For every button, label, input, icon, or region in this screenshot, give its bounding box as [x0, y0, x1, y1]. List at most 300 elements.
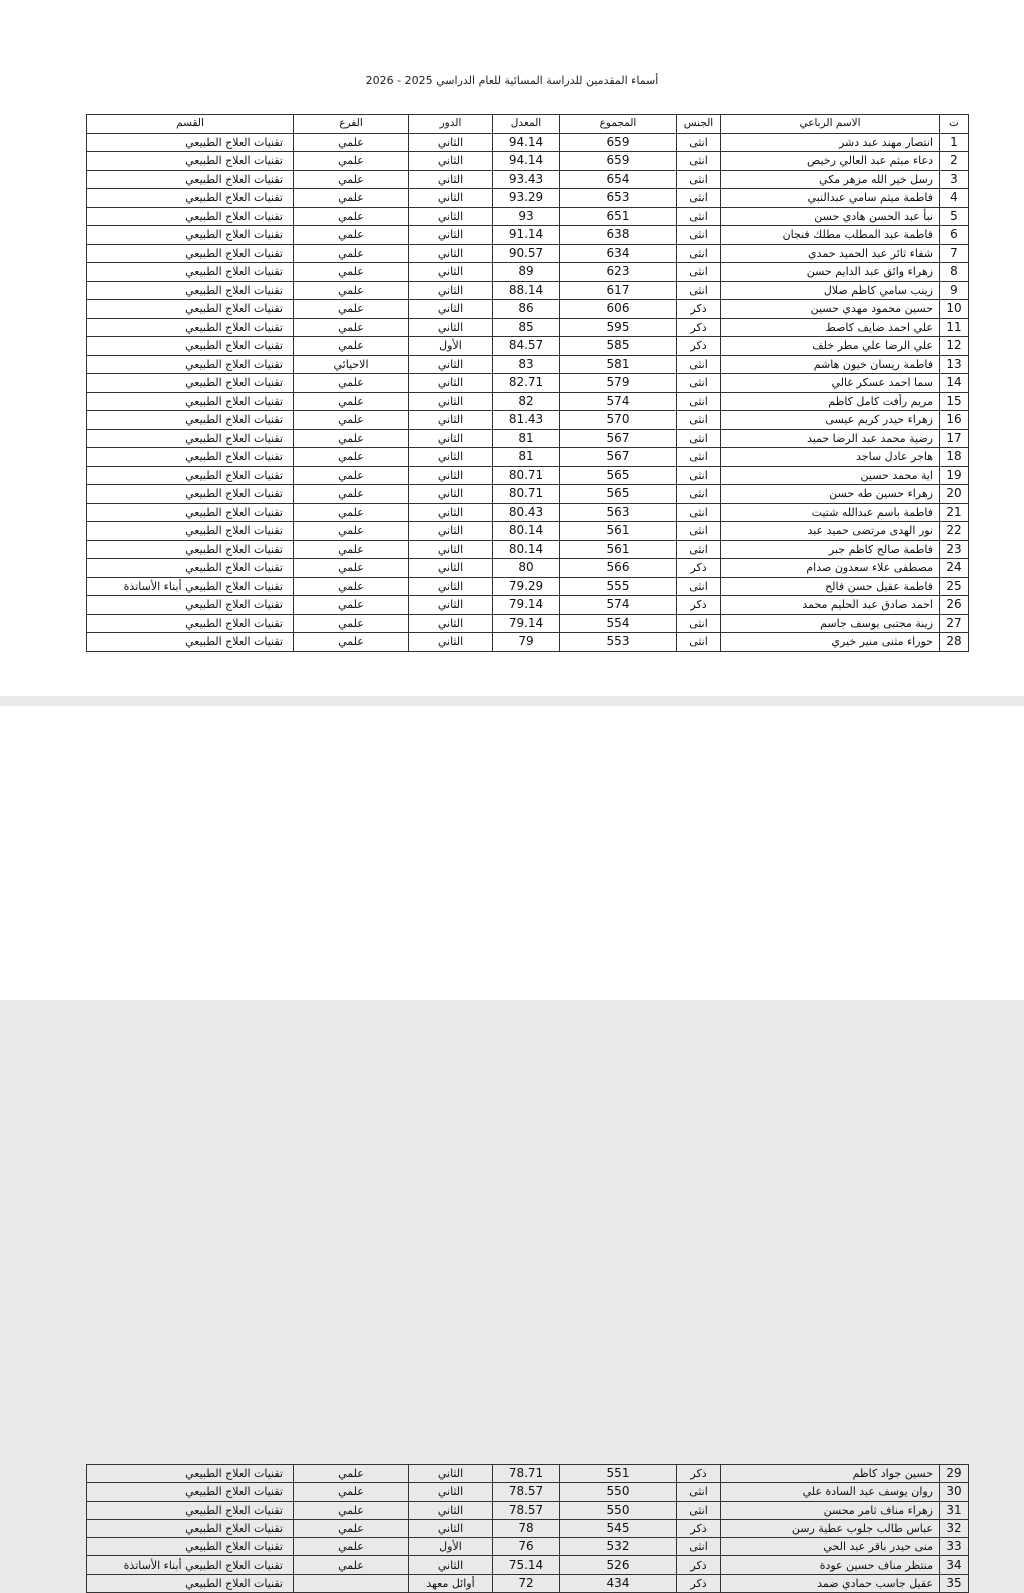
cell-full-name: زهراء حسين طه حسن: [721, 485, 940, 504]
cell-average: 90.57: [493, 244, 560, 263]
cell-average: 83: [493, 355, 560, 374]
cell-full-name: عقيل جاسب حمادي ضمد: [721, 1574, 940, 1592]
cell-exam-round: الثاني: [409, 207, 493, 226]
cell-full-name: فاطمة ريسان خيون هاشم: [721, 355, 940, 374]
cell-exam-round: الثاني: [409, 244, 493, 263]
cell-total-score: 567: [560, 448, 677, 467]
cell-total-score: 570: [560, 411, 677, 430]
cell-full-name: فاطمة باسم عبدالله شتيت: [721, 503, 940, 522]
cell-total-score: 565: [560, 466, 677, 485]
cell-row-number: 14: [940, 374, 969, 393]
table-row: [87, 577, 969, 596]
cell-gender: انثى: [677, 577, 721, 596]
cell-department: تقنيات العلاج الطبيعي: [87, 1501, 294, 1519]
cell-branch: علمي: [294, 300, 409, 319]
cell-total-score: 553: [560, 633, 677, 652]
cell-gender: ذكر: [677, 596, 721, 615]
cell-exam-round: الثاني: [409, 596, 493, 615]
cell-row-number: 18: [940, 448, 969, 467]
applicants-table-page-1: [86, 114, 969, 652]
cell-row-number: 22: [940, 522, 969, 541]
cell-exam-round: الثاني: [409, 633, 493, 652]
cell-gender: انثى: [677, 429, 721, 448]
cell-total-score: 434: [560, 1574, 677, 1592]
cell-full-name: دعاء ميثم عبد العالي رخيص: [721, 152, 940, 171]
cell-branch: علمي: [294, 485, 409, 504]
cell-total-score: 579: [560, 374, 677, 393]
cell-average: 94.14: [493, 152, 560, 171]
cell-total-score: 550: [560, 1501, 677, 1519]
cell-full-name: علي الرضا علي مطر خلف: [721, 337, 940, 356]
cell-gender: ذكر: [677, 559, 721, 578]
cell-total-score: 623: [560, 263, 677, 282]
cell-branch: علمي: [294, 189, 409, 208]
cell-gender: انثى: [677, 466, 721, 485]
table-row: [87, 355, 969, 374]
cell-gender: انثى: [677, 189, 721, 208]
cell-gender: انثى: [677, 207, 721, 226]
cell-total-score: 581: [560, 355, 677, 374]
cell-exam-round: الثاني: [409, 411, 493, 430]
cell-department: تقنيات العلاج الطبيعي: [87, 559, 294, 578]
cell-department: تقنيات العلاج الطبيعي: [87, 1519, 294, 1537]
cell-gender: انثى: [677, 170, 721, 189]
cell-branch: علمي: [294, 318, 409, 337]
cell-exam-round: الثاني: [409, 614, 493, 633]
cell-row-number: 17: [940, 429, 969, 448]
table-row: [87, 189, 969, 208]
cell-row-number: 21: [940, 503, 969, 522]
cell-total-score: 567: [560, 429, 677, 448]
cell-row-number: 35: [940, 1574, 969, 1592]
table-row: [87, 522, 969, 541]
cell-exam-round: الثاني: [409, 1556, 493, 1574]
cell-full-name: زهراء حيدر كريم عيسى: [721, 411, 940, 430]
cell-full-name: سما احمد عسكر غالي: [721, 374, 940, 393]
cell-department: تقنيات العلاج الطبيعي: [87, 614, 294, 633]
cell-total-score: 563: [560, 503, 677, 522]
cell-full-name: نور الهدى مرتضى حميد عبد: [721, 522, 940, 541]
cell-full-name: زهراء مناف ثامر محسن: [721, 1501, 940, 1519]
cell-exam-round: الثاني: [409, 170, 493, 189]
cell-row-number: 32: [940, 1519, 969, 1537]
table-row: [87, 226, 969, 245]
cell-department: تقنيات العلاج الطبيعي: [87, 281, 294, 300]
header-branch: الفرع: [294, 115, 409, 134]
cell-gender: انثى: [677, 540, 721, 559]
cell-row-number: 1: [940, 133, 969, 152]
cell-department: تقنيات العلاج الطبيعي: [87, 226, 294, 245]
cell-exam-round: الثاني: [409, 355, 493, 374]
cell-branch: علمي: [294, 503, 409, 522]
cell-department: تقنيات العلاج الطبيعي: [87, 355, 294, 374]
table-row: [87, 318, 969, 337]
document-page-2: [0, 706, 1024, 1590]
table-row: [87, 1556, 969, 1574]
table-row: [87, 133, 969, 152]
cell-total-score: 566: [560, 559, 677, 578]
cell-full-name: رضية محمد عبد الرضا حميد: [721, 429, 940, 448]
cell-department: تقنيات العلاج الطبيعي: [87, 263, 294, 282]
cell-exam-round: الثاني: [409, 281, 493, 300]
cell-full-name: زينة مجتبى يوسف جاسم: [721, 614, 940, 633]
cell-row-number: 34: [940, 1556, 969, 1574]
cell-average: 93: [493, 207, 560, 226]
cell-row-number: 26: [940, 596, 969, 615]
cell-exam-round: الثاني: [409, 466, 493, 485]
cell-average: 91.14: [493, 226, 560, 245]
cell-branch: علمي: [294, 633, 409, 652]
table-row: [87, 466, 969, 485]
table-header-row: [87, 115, 969, 134]
cell-average: 80.71: [493, 466, 560, 485]
cell-gender: انثى: [677, 411, 721, 430]
cell-exam-round: الثاني: [409, 577, 493, 596]
header-average: المعدل: [493, 115, 560, 134]
cell-average: 93.29: [493, 189, 560, 208]
cell-full-name: فاطمة ميثم سامي عبدالنبي: [721, 189, 940, 208]
cell-total-score: 659: [560, 152, 677, 171]
cell-row-number: 10: [940, 300, 969, 319]
cell-department: تقنيات العلاج الطبيعي: [87, 485, 294, 504]
cell-exam-round: أوائل معهد: [409, 1574, 493, 1592]
table-row: [87, 337, 969, 356]
cell-total-score: 565: [560, 485, 677, 504]
cell-row-number: 3: [940, 170, 969, 189]
cell-full-name: فاطمة صالح كاظم جبر: [721, 540, 940, 559]
cell-department: تقنيات العلاج الطبيعي: [87, 318, 294, 337]
cell-total-score: 634: [560, 244, 677, 263]
cell-exam-round: الثاني: [409, 189, 493, 208]
cell-average: 78.71: [493, 1465, 560, 1483]
cell-department: تقنيات العلاج الطبيعي: [87, 133, 294, 152]
cell-row-number: 6: [940, 226, 969, 245]
cell-branch: علمي: [294, 429, 409, 448]
cell-branch: علمي: [294, 281, 409, 300]
cell-full-name: زينب سامي كاظم صلال: [721, 281, 940, 300]
cell-total-score: 659: [560, 133, 677, 152]
cell-exam-round: الثاني: [409, 392, 493, 411]
header-row-number: ت: [940, 115, 969, 134]
cell-full-name: روان يوسف عبد السادة علي: [721, 1483, 940, 1501]
table-row: [87, 429, 969, 448]
table-row: [87, 207, 969, 226]
cell-branch: علمي: [294, 1556, 409, 1574]
cell-branch: علمي: [294, 1538, 409, 1556]
cell-gender: انثى: [677, 392, 721, 411]
cell-branch: علمي: [294, 448, 409, 467]
cell-average: 79.29: [493, 577, 560, 596]
cell-exam-round: الثاني: [409, 522, 493, 541]
cell-average: 82: [493, 392, 560, 411]
cell-row-number: 23: [940, 540, 969, 559]
cell-full-name: زهراء وائق عبد الدايم حسن: [721, 263, 940, 282]
cell-department: تقنيات العلاج الطبيعي: [87, 189, 294, 208]
cell-department: تقنيات العلاج الطبيعي: [87, 1538, 294, 1556]
cell-average: 80.14: [493, 540, 560, 559]
header-gender: الجنس: [677, 115, 721, 134]
cell-total-score: 638: [560, 226, 677, 245]
cell-branch: علمي: [294, 1465, 409, 1483]
cell-gender: انثى: [677, 485, 721, 504]
cell-total-score: 554: [560, 614, 677, 633]
cell-row-number: 2: [940, 152, 969, 171]
cell-department: تقنيات العلاج الطبيعي: [87, 1465, 294, 1483]
document-title: أسماء المقدمين للدراسة المسائية للعام الدراسي 2025 - 2026: [365, 74, 659, 87]
cell-full-name: علي احمد ضايف كاصط: [721, 318, 940, 337]
table-row: [87, 1465, 969, 1483]
cell-department: تقنيات العلاج الطبيعي: [87, 596, 294, 615]
cell-row-number: 24: [940, 559, 969, 578]
cell-department: تقنيات العلاج الطبيعي: [87, 503, 294, 522]
cell-gender: انثى: [677, 633, 721, 652]
cell-gender: انثى: [677, 1538, 721, 1556]
cell-total-score: 526: [560, 1556, 677, 1574]
cell-full-name: منتظر مناف حسين عودة: [721, 1556, 940, 1574]
cell-department: تقنيات العلاج الطبيعي: [87, 466, 294, 485]
cell-total-score: 574: [560, 392, 677, 411]
cell-exam-round: الثاني: [409, 1501, 493, 1519]
cell-department: تقنيات العلاج الطبيعي: [87, 207, 294, 226]
cell-full-name: منى حيدر باقر عبد الحي: [721, 1538, 940, 1556]
cell-average: 94.14: [493, 133, 560, 152]
cell-exam-round: الثاني: [409, 263, 493, 282]
cell-gender: انثى: [677, 1483, 721, 1501]
cell-branch: علمي: [294, 263, 409, 282]
cell-branch: علمي: [294, 133, 409, 152]
cell-total-score: 561: [560, 522, 677, 541]
cell-full-name: انتصار مهند عبد دشر: [721, 133, 940, 152]
cell-branch: علمي: [294, 152, 409, 171]
cell-branch: علمي: [294, 559, 409, 578]
table-row: [87, 1519, 969, 1537]
cell-row-number: 20: [940, 485, 969, 504]
cell-exam-round: الثاني: [409, 226, 493, 245]
cell-gender: انثى: [677, 152, 721, 171]
cell-exam-round: الثاني: [409, 318, 493, 337]
cell-full-name: حسين جواد كاظم: [721, 1465, 940, 1483]
cell-gender: انثى: [677, 281, 721, 300]
cell-branch: علمي: [294, 1483, 409, 1501]
table-row: [87, 1574, 969, 1592]
cell-gender: ذكر: [677, 1556, 721, 1574]
cell-average: 80.71: [493, 485, 560, 504]
cell-department: تقنيات العلاج الطبيعي: [87, 337, 294, 356]
cell-row-number: 29: [940, 1465, 969, 1483]
cell-average: 88.14: [493, 281, 560, 300]
cell-average: 80.14: [493, 522, 560, 541]
cell-row-number: 12: [940, 337, 969, 356]
table-row: [87, 152, 969, 171]
cell-average: 76: [493, 1538, 560, 1556]
cell-exam-round: الثاني: [409, 503, 493, 522]
header-full-name: الاسم الرباعي: [721, 115, 940, 134]
cell-exam-round: الثاني: [409, 485, 493, 504]
cell-department: تقنيات العلاج الطبيعي: [87, 1574, 294, 1592]
cell-branch: علمي: [294, 540, 409, 559]
table-row: [87, 448, 969, 467]
cell-department: تقنيات العلاج الطبيعي: [87, 374, 294, 393]
cell-total-score: 551: [560, 1465, 677, 1483]
cell-full-name: احمد صادق عبد الحليم محمد: [721, 596, 940, 615]
cell-gender: انثى: [677, 355, 721, 374]
cell-branch: علمي: [294, 596, 409, 615]
cell-average: 80: [493, 559, 560, 578]
cell-branch: [294, 1574, 409, 1592]
applicants-table-page-2: [86, 1464, 969, 1593]
cell-gender: ذكر: [677, 1519, 721, 1537]
cell-full-name: حسين محمود مهدي حسين: [721, 300, 940, 319]
cell-branch: علمي: [294, 1519, 409, 1537]
cell-branch: علمي: [294, 374, 409, 393]
cell-average: 84.57: [493, 337, 560, 356]
cell-gender: ذكر: [677, 1465, 721, 1483]
cell-exam-round: الثاني: [409, 1519, 493, 1537]
cell-branch: علمي: [294, 337, 409, 356]
cell-row-number: 33: [940, 1538, 969, 1556]
cell-row-number: 31: [940, 1501, 969, 1519]
cell-row-number: 25: [940, 577, 969, 596]
cell-gender: انثى: [677, 503, 721, 522]
cell-row-number: 19: [940, 466, 969, 485]
cell-average: 81: [493, 448, 560, 467]
table-row: [87, 244, 969, 263]
cell-full-name: رسل خير الله مزهر مكي: [721, 170, 940, 189]
table-row: [87, 540, 969, 559]
cell-branch: علمي: [294, 577, 409, 596]
cell-exam-round: الثاني: [409, 1465, 493, 1483]
cell-row-number: 7: [940, 244, 969, 263]
cell-gender: انثى: [677, 244, 721, 263]
cell-department: تقنيات العلاج الطبيعي: [87, 300, 294, 319]
cell-branch: الاحيائي: [294, 355, 409, 374]
cell-gender: انثى: [677, 614, 721, 633]
table-row: [87, 1501, 969, 1519]
cell-department: تقنيات العلاج الطبيعي: [87, 152, 294, 171]
cell-total-score: 595: [560, 318, 677, 337]
cell-exam-round: الثاني: [409, 1483, 493, 1501]
table-row: [87, 281, 969, 300]
cell-branch: علمي: [294, 244, 409, 263]
cell-average: 79.14: [493, 596, 560, 615]
cell-full-name: فاطمة عقيل حسن فالح: [721, 577, 940, 596]
cell-total-score: 654: [560, 170, 677, 189]
cell-department: تقنيات العلاج الطبيعي: [87, 429, 294, 448]
cell-row-number: 9: [940, 281, 969, 300]
cell-row-number: 13: [940, 355, 969, 374]
cell-department: تقنيات العلاج الطبيعي: [87, 540, 294, 559]
cell-gender: ذكر: [677, 318, 721, 337]
cell-average: 85: [493, 318, 560, 337]
cell-exam-round: الثاني: [409, 559, 493, 578]
cell-total-score: 532: [560, 1538, 677, 1556]
cell-total-score: 585: [560, 337, 677, 356]
cell-department: تقنيات العلاج الطبيعي أبناء الأساتذة: [87, 1556, 294, 1574]
cell-department: تقنيات العلاج الطبيعي: [87, 170, 294, 189]
cell-full-name: شفاء ثائر عبد الحميد حمدي: [721, 244, 940, 263]
cell-row-number: 28: [940, 633, 969, 652]
cell-department: تقنيات العلاج الطبيعي: [87, 633, 294, 652]
cell-exam-round: الثاني: [409, 448, 493, 467]
table-row: [87, 263, 969, 282]
cell-row-number: 30: [940, 1483, 969, 1501]
cell-gender: ذكر: [677, 337, 721, 356]
cell-branch: علمي: [294, 392, 409, 411]
cell-row-number: 5: [940, 207, 969, 226]
cell-branch: علمي: [294, 466, 409, 485]
cell-full-name: عباس طالب جلوب عطية رسن: [721, 1519, 940, 1537]
table-row: [87, 614, 969, 633]
cell-branch: علمي: [294, 522, 409, 541]
cell-exam-round: الأول: [409, 337, 493, 356]
cell-gender: انثى: [677, 263, 721, 282]
cell-average: 86: [493, 300, 560, 319]
document-page-1: [0, 0, 1024, 696]
cell-full-name: حوراء مثنى منير خيري: [721, 633, 940, 652]
cell-average: 78.57: [493, 1483, 560, 1501]
cell-department: تقنيات العلاج الطبيعي: [87, 244, 294, 263]
cell-exam-round: الثاني: [409, 133, 493, 152]
table-row: [87, 300, 969, 319]
table-row: [87, 170, 969, 189]
cell-average: 81: [493, 429, 560, 448]
cell-total-score: 550: [560, 1483, 677, 1501]
cell-average: 79.14: [493, 614, 560, 633]
table-row: [87, 503, 969, 522]
cell-full-name: فاطمة عبد المطلب مطلك فنجان: [721, 226, 940, 245]
cell-full-name: مصطفى علاء سعدون صدام: [721, 559, 940, 578]
cell-total-score: 606: [560, 300, 677, 319]
cell-average: 78: [493, 1519, 560, 1537]
table-row: [87, 374, 969, 393]
cell-gender: انثى: [677, 226, 721, 245]
cell-gender: ذكر: [677, 300, 721, 319]
cell-gender: انثى: [677, 1501, 721, 1519]
header-total-score: المجموع: [560, 115, 677, 134]
table-row: [87, 596, 969, 615]
cell-branch: علمي: [294, 411, 409, 430]
cell-department: تقنيات العلاج الطبيعي: [87, 392, 294, 411]
cell-full-name: نبأ عبد الحسن هادي حسن: [721, 207, 940, 226]
cell-branch: علمي: [294, 226, 409, 245]
cell-average: 72: [493, 1574, 560, 1592]
cell-total-score: 561: [560, 540, 677, 559]
cell-gender: انثى: [677, 448, 721, 467]
cell-gender: انثى: [677, 133, 721, 152]
cell-average: 81.43: [493, 411, 560, 430]
cell-branch: علمي: [294, 170, 409, 189]
table-row: [87, 1538, 969, 1556]
cell-exam-round: الأول: [409, 1538, 493, 1556]
cell-average: 89: [493, 263, 560, 282]
cell-full-name: اية محمد حسين: [721, 466, 940, 485]
cell-exam-round: الثاني: [409, 429, 493, 448]
cell-total-score: 653: [560, 189, 677, 208]
table-row: [87, 1483, 969, 1501]
cell-average: 78.57: [493, 1501, 560, 1519]
cell-branch: علمي: [294, 1501, 409, 1519]
header-department: القسم: [87, 115, 294, 134]
header-exam-round: الدور: [409, 115, 493, 134]
cell-row-number: 11: [940, 318, 969, 337]
cell-total-score: 555: [560, 577, 677, 596]
cell-average: 75.14: [493, 1556, 560, 1574]
cell-exam-round: الثاني: [409, 300, 493, 319]
cell-department: تقنيات العلاج الطبيعي: [87, 1483, 294, 1501]
cell-department: تقنيات العلاج الطبيعي: [87, 448, 294, 467]
cell-total-score: 651: [560, 207, 677, 226]
cell-gender: انثى: [677, 374, 721, 393]
